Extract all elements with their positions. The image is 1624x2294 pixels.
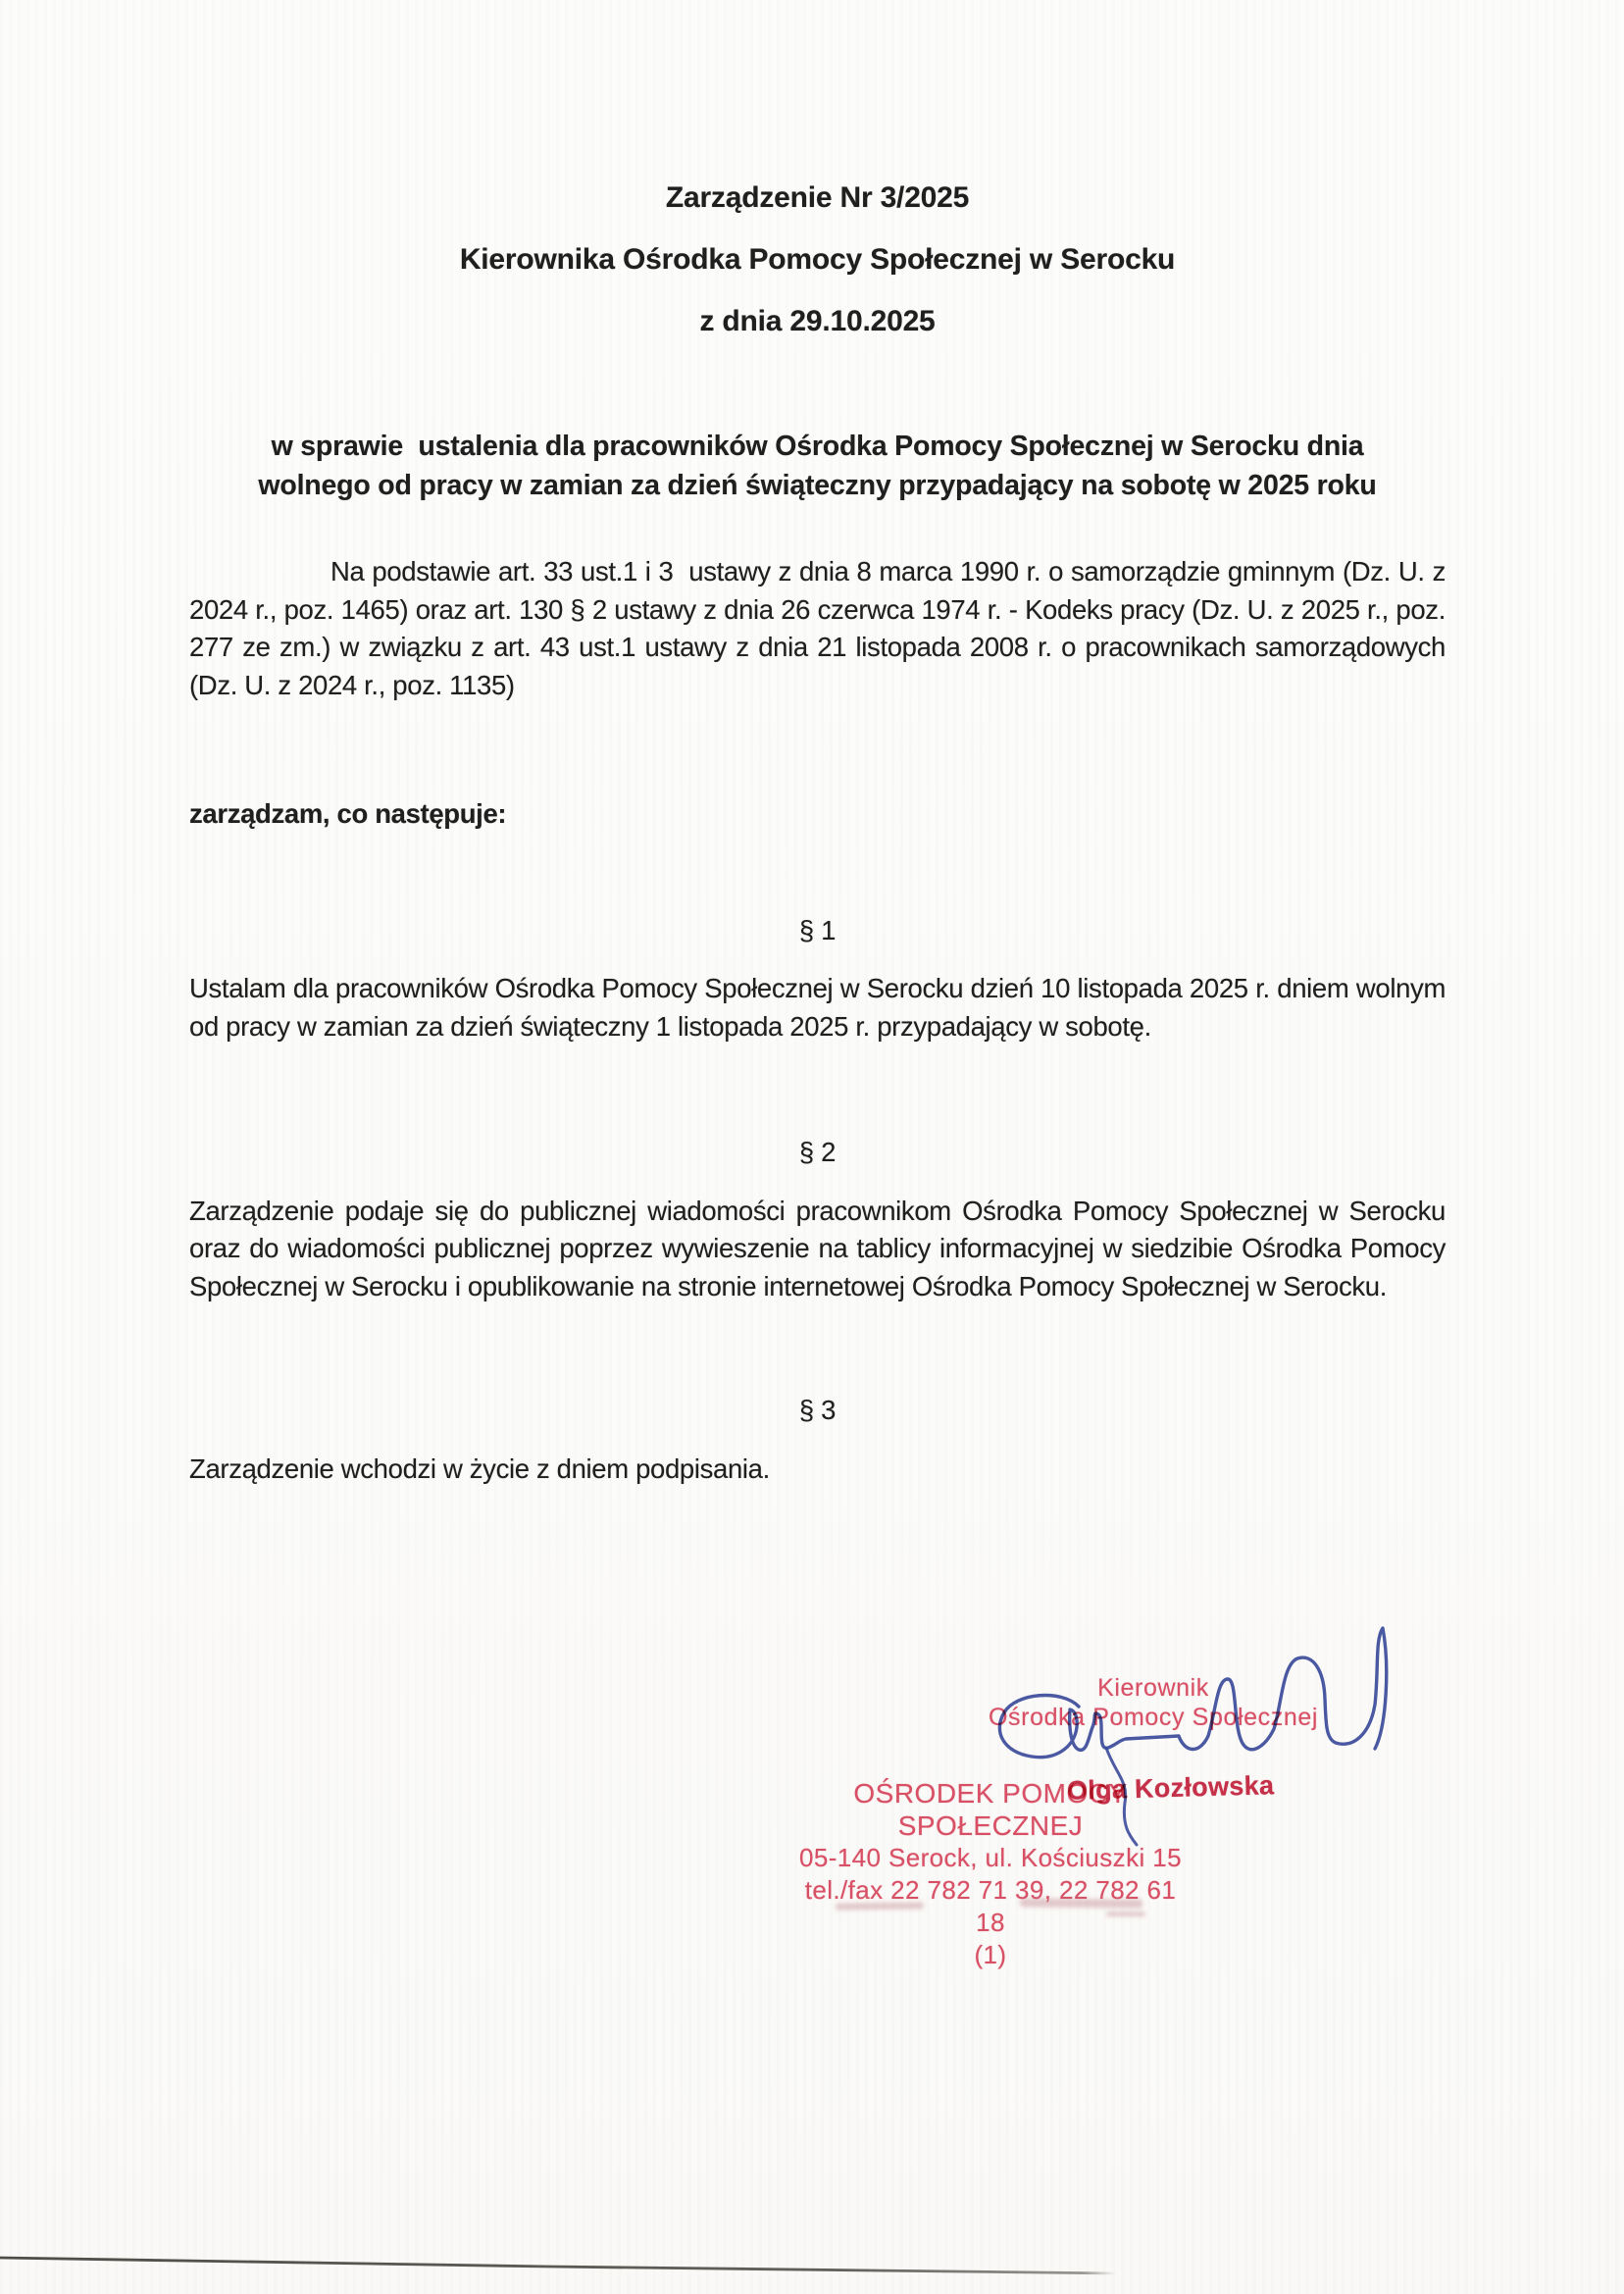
document-subject: w sprawie ustalenia dla pracowników Ośrodka Pomocy Społecznej w Serocku dnia wolnego od pracy w zamian za dzień świąteczny przypadający na sobotę w 2025 roku	[258, 431, 1377, 501]
handwritten-signature	[971, 1608, 1402, 1854]
signer-name-stamp: Olga Kozłowska	[1066, 1770, 1275, 1806]
stamp-smudge	[1106, 1912, 1145, 1916]
role-stamp-org: Ośrodka Pomocy Społecznej	[989, 1704, 1318, 1731]
heading-date: z dnia 29.10.2025	[699, 305, 936, 337]
signature-main-stroke	[999, 1628, 1386, 1758]
role-stamp-title: Kierownik	[1097, 1674, 1209, 1702]
stamp-smudge	[836, 1902, 924, 1910]
section-1-number: § 1	[798, 914, 837, 945]
document-heading	[189, 167, 1446, 352]
heading-ordinance-number: Zarządzenie Nr 3/2025	[665, 181, 970, 214]
legal-basis-paragraph: Na podstawie art. 33 ust.1 i 3 ustawy z dnia 8 marca 1990 r. o samorządzie gminnym (Dz. U. z 2024 r., poz. 1465) oraz art. 130 § 2 ustawy z dnia 26 czerwca 1974 r. - Kodeks pracy (Dz. U. z 2025 r., poz. 277 ze zm.) w związku z art. 43 ust.1 ustawy z dnia 21 listopada 2008 r. o pracownikach samorządowych (Dz. U. z 2024 r., poz. 1135)	[189, 556, 1453, 700]
office-stamp-phone: tel./fax 22 782 71 39, 22 782 61 18	[804, 1875, 1177, 1937]
section-2-number: § 2	[798, 1137, 837, 1167]
section-3-number: § 3	[798, 1395, 837, 1425]
office-stamp-index: (1)	[974, 1940, 1007, 1969]
stamp-smudge	[1020, 1898, 1142, 1908]
office-stamp-address: 05-140 Serock, ul. Kościuszki 15	[799, 1843, 1182, 1872]
section-2-text: Zarządzenie podaje się do publicznej wiadomości pracownikom Ośrodka Pomocy Społecznej w Serocku oraz do wiadomości publicznej poprzez wywieszenie na tablicy informacyjnej w siedzibie Ośrodka Pomocy Społecznej w Serocku i opublikowanie na stronie internetowej Ośrodka Pomocy Społecznej w Serocku.	[189, 1195, 1453, 1301]
scan-artifact-line	[0, 2246, 1624, 2294]
ordaining-clause: zarządzam, co następuje:	[189, 798, 507, 829]
section-1-text: Ustalam dla pracowników Ośrodka Pomocy Społecznej w Serocku dzień 10 listopada 2025 r. dniem wolnym od pracy w zamian za dzień świąteczny 1 listopada 2025 r. przypadający w sobotę.	[189, 973, 1453, 1042]
signature-tail-stroke	[1106, 1748, 1137, 1845]
section-3-text: Zarządzenie wchodzi w życie z dniem podpisania.	[189, 1453, 770, 1484]
heading-issuer: Kierownika Ośrodka Pomocy Społecznej w Serocku	[459, 243, 1176, 276]
office-stamp-name: OŚRODEK POMOCY SPOŁECZNEJ	[853, 1778, 1128, 1841]
